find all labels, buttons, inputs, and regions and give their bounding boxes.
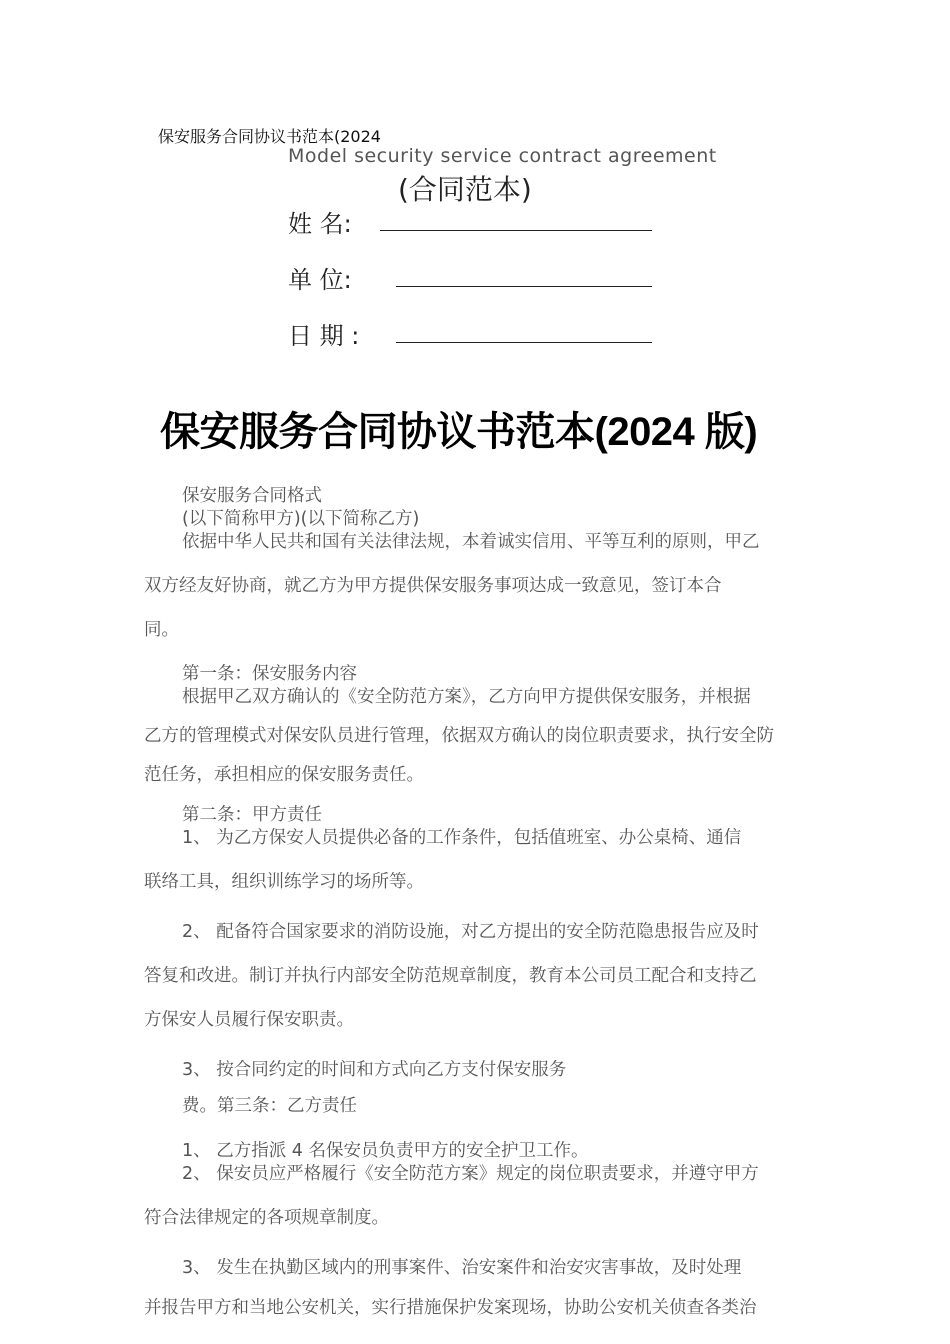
article1-title: 第一条：保安服务内容 [182, 664, 357, 684]
article2-item2-line-3: 方保安人员履行保安职责。 [144, 1010, 354, 1030]
english-title: Model security service contract agreement [288, 145, 717, 167]
article3-item1: 1、 乙方指派 4 名保安员负责甲方的安全护卫工作。 [182, 1141, 589, 1161]
article2-item3-line-1: 3、 按合同约定的时间和方式向乙方支付保安服务 [182, 1060, 567, 1080]
intro-line-1: 依据中华人民共和国有关法律法规，本着诚实信用、平等互利的原则，甲乙 [182, 532, 760, 552]
unit-field-label: 单 位: [288, 266, 352, 294]
article2-item1-line-1: 1、 为乙方保安人员提供必备的工作条件，包括值班室、办公桌椅、通信 [182, 828, 742, 848]
intro-line-2: 双方经友好协商，就乙方为甲方提供保安服务事项达成一致意见，签订本合 [144, 576, 722, 596]
name-field-line [380, 230, 652, 231]
article3-item2-line-1: 2、 保安员应严格履行《安全防范方案》规定的岗位职责要求，并遵守甲方 [182, 1164, 759, 1184]
article2-title: 第二条：甲方责任 [182, 805, 322, 825]
article3-item3-line-1: 3、 发生在执勤区域内的刑事案件、治安案件和治安灾害事故，及时处理 [182, 1258, 742, 1278]
template-label: (合同范本) [398, 173, 532, 206]
article3-item3-line-2: 并报告甲方和当地公安机关，实行措施保护发案现场，协助公安机关侦查各类治 [144, 1298, 757, 1318]
article2-item3-line-2: 费。第三条：乙方责任 [182, 1096, 357, 1116]
article2-item2-line-2: 答复和改进。制订并执行内部安全防范规章制度，教育本公司员工配合和支持乙 [144, 966, 757, 986]
main-title: 保安服务合同协议书范本(2024 版) [160, 410, 758, 454]
article2-item2-line-1: 2、 配备符合国家要求的消防设施，对乙方提出的安全防范隐患报告应及时 [182, 922, 759, 942]
name-field-label: 姓 名: [288, 210, 352, 238]
date-field-line [396, 342, 652, 343]
article3-item2-line-2: 符合法律规定的各项规章制度。 [144, 1208, 389, 1228]
document-name-header: 保安服务合同协议书范本(2024 [158, 127, 381, 146]
article1-line-3: 范任务，承担相应的保安服务责任。 [144, 765, 424, 785]
parties-line: (以下简称甲方)(以下简称乙方) [182, 509, 420, 529]
article1-line-2: 乙方的管理模式对保安队员进行管理，依据双方确认的岗位职责要求，执行安全防 [144, 726, 774, 746]
unit-field-line [396, 286, 652, 287]
article2-item1-line-2: 联络工具，组织训练学习的场所等。 [144, 872, 424, 892]
article1-line-1: 根据甲乙双方确认的《安全防范方案》，乙方向甲方提供保安服务，并根据 [182, 687, 751, 707]
date-field-label: 日 期 : [288, 322, 360, 350]
intro-line-3: 同。 [144, 620, 179, 640]
format-heading: 保安服务合同格式 [182, 486, 322, 506]
